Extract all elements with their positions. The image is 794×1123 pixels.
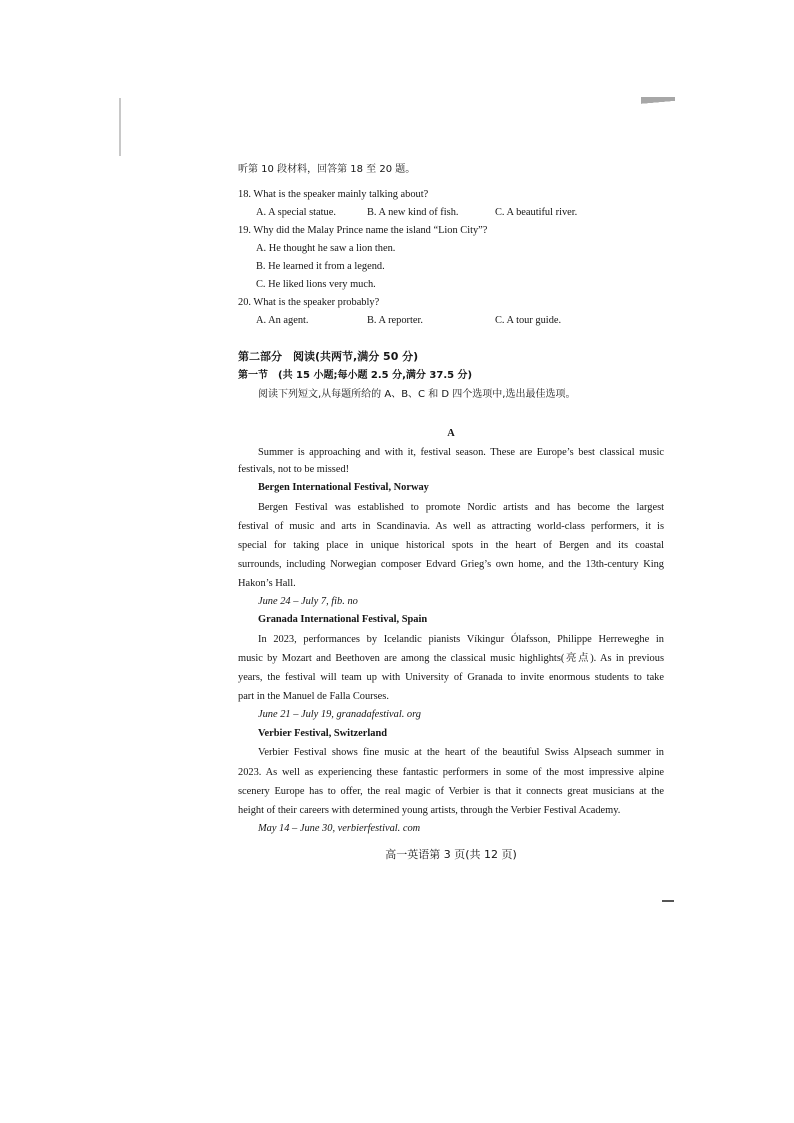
option-20-c: C. A tour guide. (495, 315, 562, 326)
festival-text-line: festival of music and arts in Scandinavia. As well as attracting world-class performers, it is (238, 521, 664, 532)
festival-text-line: Verbier Festival shows fine music at the heart of the beautiful Swiss Alpseach summer in (258, 747, 664, 758)
section-title: 第一节 (共 15 小题;每小题 2.5 分,满分 37.5 分) (238, 370, 473, 381)
festival-title: Bergen International Festival, Norway (258, 482, 429, 493)
listening-intro: 听第 10 段材料，回答第 18 至 20 题。 (238, 164, 416, 175)
option-18-a: A. A special statue. (256, 207, 336, 218)
festival-text-line: Bergen Festival was established to promote Nordic artists and has become the largest (258, 502, 664, 513)
part-title: 第二部分 阅读(共两节,满分 50 分) (238, 350, 419, 363)
festival-title: Verbier Festival, Switzerland (258, 728, 387, 739)
festival-date: May 14 – June 30, verbierfestival. com (258, 823, 421, 834)
option-19-b: B. He learned it from a legend. (256, 261, 385, 272)
question-20: 20. What is the speaker probably? (238, 297, 380, 308)
festival-text-line: part in the Manuel de Falla Courses. (238, 691, 389, 702)
option-19-c: C. He liked lions very much. (256, 279, 376, 290)
option-20-a: A. An agent. (256, 315, 309, 326)
festival-text-line: special for taking place in unique historical spots in the heart of Bergen and its coastal (238, 540, 664, 551)
scan-edge-mark (662, 900, 674, 902)
festival-date: June 24 – July 7, fib. no (258, 596, 358, 607)
festival-text-line: years, the festival will team up with University of Granada to invite enormous students to take (238, 672, 664, 683)
festival-title: Granada International Festival, Spain (258, 614, 428, 625)
festival-text-line: Hakon’s Hall. (238, 578, 296, 589)
festival-text-line: surrounds, including Norwegian composer Edvard Grieg’s own home, and the 13th-century King (238, 559, 664, 570)
section-instruction: 阅读下列短文,从每题所给的 A、B、C 和 D 四个选项中,选出最佳选项。 (258, 389, 576, 400)
option-20-b: B. A reporter. (367, 315, 423, 326)
festival-text-line: 2023. As well as experiencing these fantastic performers in some of the most impressive alpine (238, 767, 664, 778)
question-19: 19. Why did the Malay Prince name the island “Lion City”? (238, 225, 488, 236)
passage-intro-line: festivals, not to be missed! (238, 464, 350, 475)
scan-edge-mark (119, 98, 121, 156)
scan-corner-mark (641, 97, 675, 109)
question-18: 18. What is the speaker mainly talking about? (238, 189, 429, 200)
option-18-c: C. A beautiful river. (495, 207, 578, 218)
festival-text-line: height of their careers with determined young artists, through the Verbier Festival Academy. (238, 805, 621, 816)
festival-text-line: music by Mozart and Beethoven are among the classical music highlights(亮点). As in previous (238, 653, 664, 664)
page-footer: 高一英语第 3 页(共 12 页) (385, 848, 517, 861)
option-19-a: A. He thought he saw a lion then. (256, 243, 396, 254)
festival-text-line: scenery Europe has to offer, the real magic of Verbier is that it connects great musicians at the (238, 786, 664, 797)
passage-label: A (447, 428, 455, 439)
festival-date: June 21 – July 19, granadafestival. org (258, 709, 421, 720)
option-18-b: B. A new kind of fish. (367, 207, 459, 218)
passage-intro-line: Summer is approaching and with it, festival season. These are Europe’s best classical music (258, 447, 664, 458)
festival-text-line: In 2023, performances by Icelandic pianists Víkingur Ólafsson, Philippe Herreweghe in (258, 634, 664, 645)
